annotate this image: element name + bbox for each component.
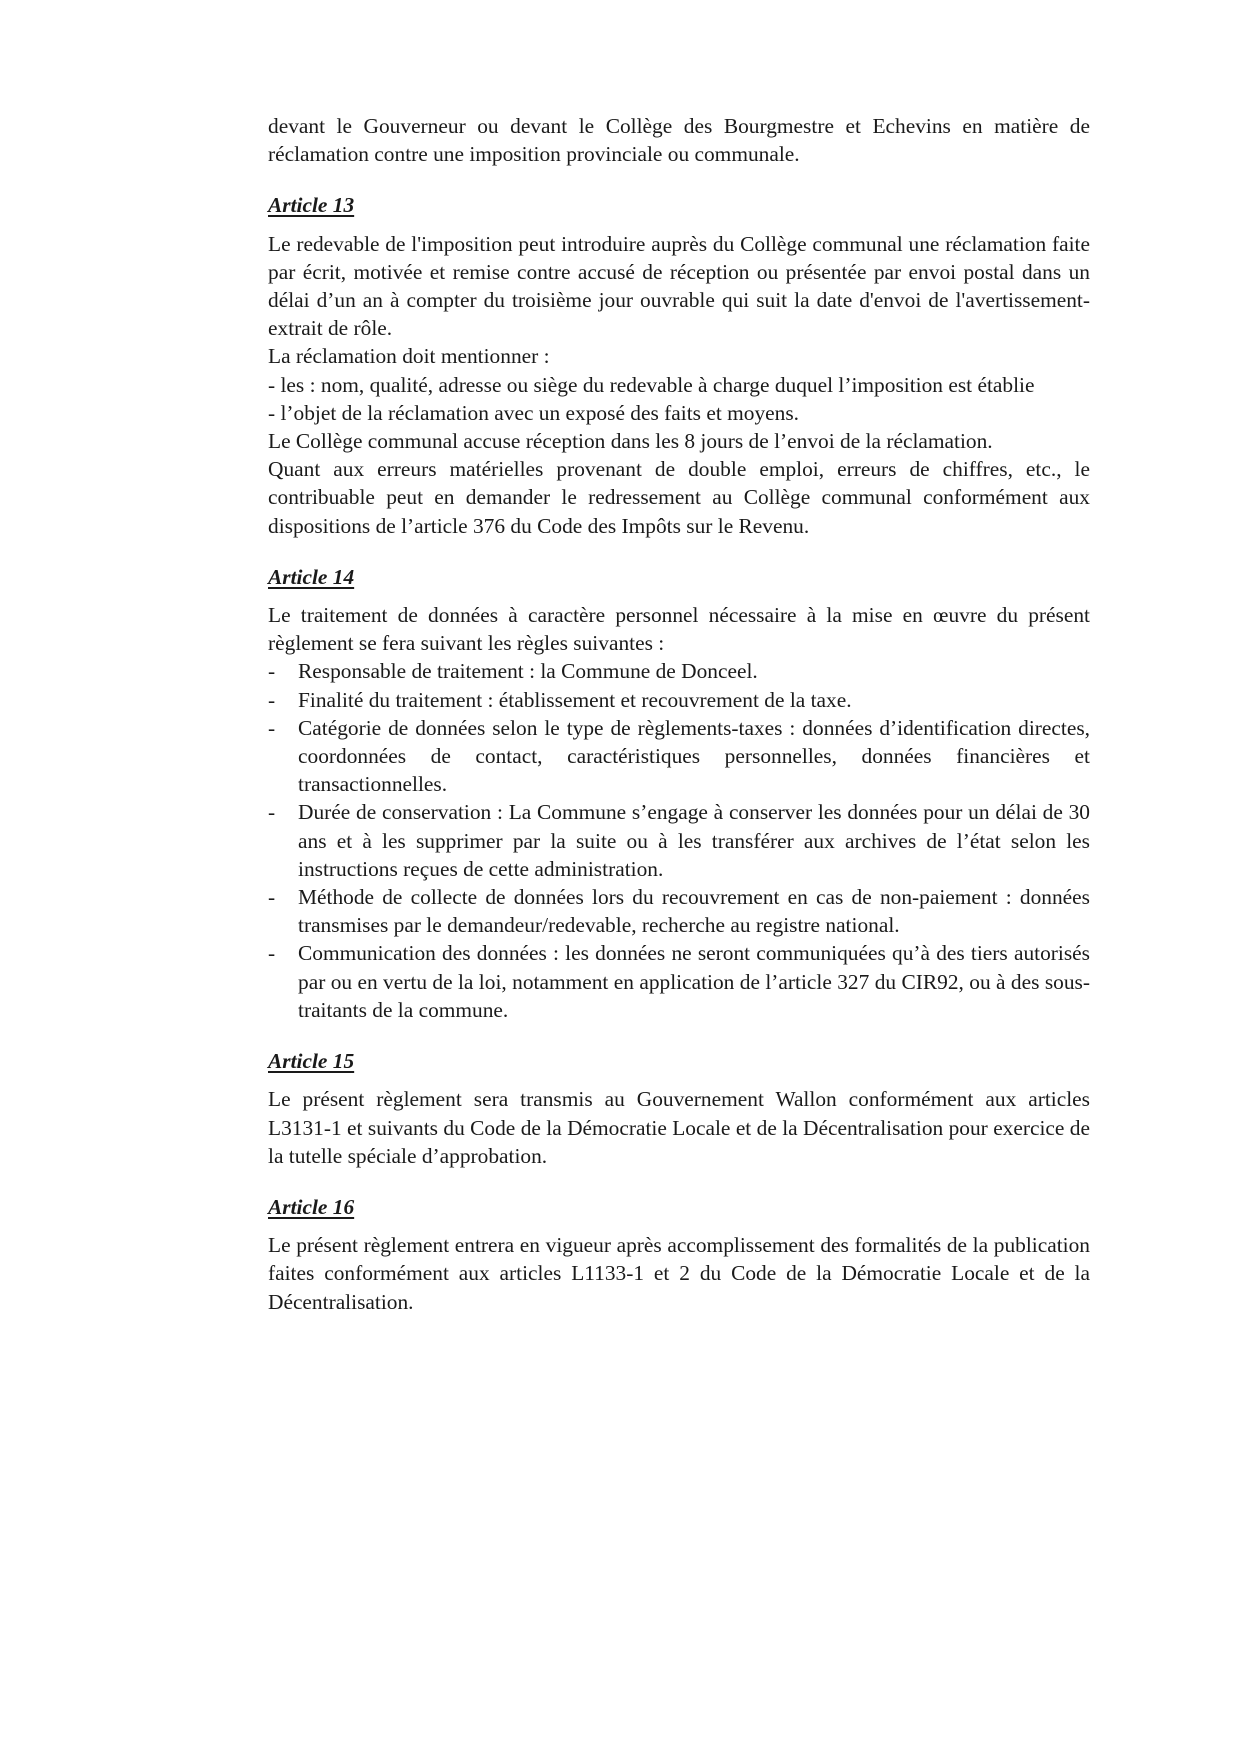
article-13-paragraph-2: La réclamation doit mentionner : (268, 344, 550, 369)
article-14-heading: Article 14 (268, 564, 355, 589)
list-item-text: Responsable de traitement : la Commune de Donceel. (298, 659, 758, 684)
dash-bullet-icon: - (268, 885, 276, 910)
article-13-paragraph-4: - l’objet de la réclamation avec un exposé des faits et moyens. (268, 400, 800, 425)
list-item-text: Finalité du traitement : établissement et recouvrement de la taxe. (298, 687, 852, 712)
list-item (268, 798, 1090, 883)
list-item-text: Méthode de collecte de données lors du recouvrement en cas de non-paiement : données transmises par le demandeur/redevable, recherche au registre national. (298, 885, 1090, 938)
article-15-heading: Article 15 (268, 1049, 355, 1074)
dash-bullet-icon: - (268, 715, 276, 740)
article-13-paragraph-3: - les : nom, qualité, adresse ou siège du redevable à charge duquel l’imposition est établie (268, 372, 1035, 397)
dash-bullet-icon: - (268, 687, 276, 712)
article-13-paragraph-5: Le Collège communal accuse réception dans les 8 jours de l’envoi de la réclamation. (268, 429, 993, 454)
article-16-paragraph: Le présent règlement entrera en vigueur après accomplissement des formalités de la publication faites conformément aux articles L1133-1 et 2 du Code de la Démocratie Locale et de la Décentralisation. (268, 1233, 1090, 1314)
dash-bullet-icon: - (268, 941, 276, 966)
document-page (268, 112, 1090, 1316)
intro-paragraph: devant le Gouverneur ou devant le Collège des Bourgmestre et Echevins en matière de réclamation contre une imposition provinciale ou communale. (268, 114, 1090, 167)
list-item (268, 657, 1090, 685)
list-item (268, 714, 1090, 799)
list-item-text: Communication des données : les données ne seront communiquées qu’à des tiers autorisés par ou en vertu de la loi, notamment en application de l’article 327 du CIR92, ou à des sous-traitants de la commune. (298, 941, 1090, 1022)
article-14-list (268, 657, 1090, 1024)
article-13-paragraph-1: Le redevable de l'imposition peut introduire auprès du Collège communal une réclamation faite par écrit, motivée et remise contre accusé de réception ou présentée par envoi postal dans un délai d’un an à compter du troisième jour ouvrable qui suit la date d'envoi de l'avertissement-extrait de rôle. (268, 231, 1090, 341)
article-13-paragraph-6: Quant aux erreurs matérielles provenant de double emploi, erreurs de chiffres, etc., le contribuable peut en demander le redressement au Collège communal conformément aux dispositions de l’article 376 du Code des Impôts sur le Revenu. (268, 457, 1090, 538)
article-13-heading: Article 13 (268, 193, 355, 218)
dash-bullet-icon: - (268, 800, 276, 825)
list-item-text: Catégorie de données selon le type de règlements-taxes : données d’identification directes, coordonnées de contact, caractéristiques personnelles, données financières et transactionnelles. (298, 715, 1090, 797)
dash-bullet-icon: - (268, 659, 276, 684)
list-item (268, 939, 1090, 1024)
article-16-heading: Article 16 (268, 1194, 355, 1219)
article-16 (268, 1193, 1090, 1316)
article-13 (268, 191, 1090, 539)
article-15-paragraph: Le présent règlement sera transmis au Gouvernement Wallon conformément aux articles L3131-1 et suivants du Code de la Démocratie Locale et de la Décentralisation pour exercice de la tutelle spéciale d’approbation. (268, 1087, 1090, 1168)
list-item (268, 686, 1090, 714)
article-15 (268, 1047, 1090, 1170)
article-14 (268, 563, 1090, 1024)
list-item-text: Durée de conservation : La Commune s’engage à conserver les données pour un délai de 30 ans et à les supprimer par la suite ou à les transférer aux archives de l’état selon les instructions reçues de cette administration. (298, 800, 1090, 881)
list-item (268, 883, 1090, 939)
article-14-intro: Le traitement de données à caractère personnel nécessaire à la mise en œuvre du présent règlement se fera suivant les règles suivantes : (268, 603, 1090, 656)
